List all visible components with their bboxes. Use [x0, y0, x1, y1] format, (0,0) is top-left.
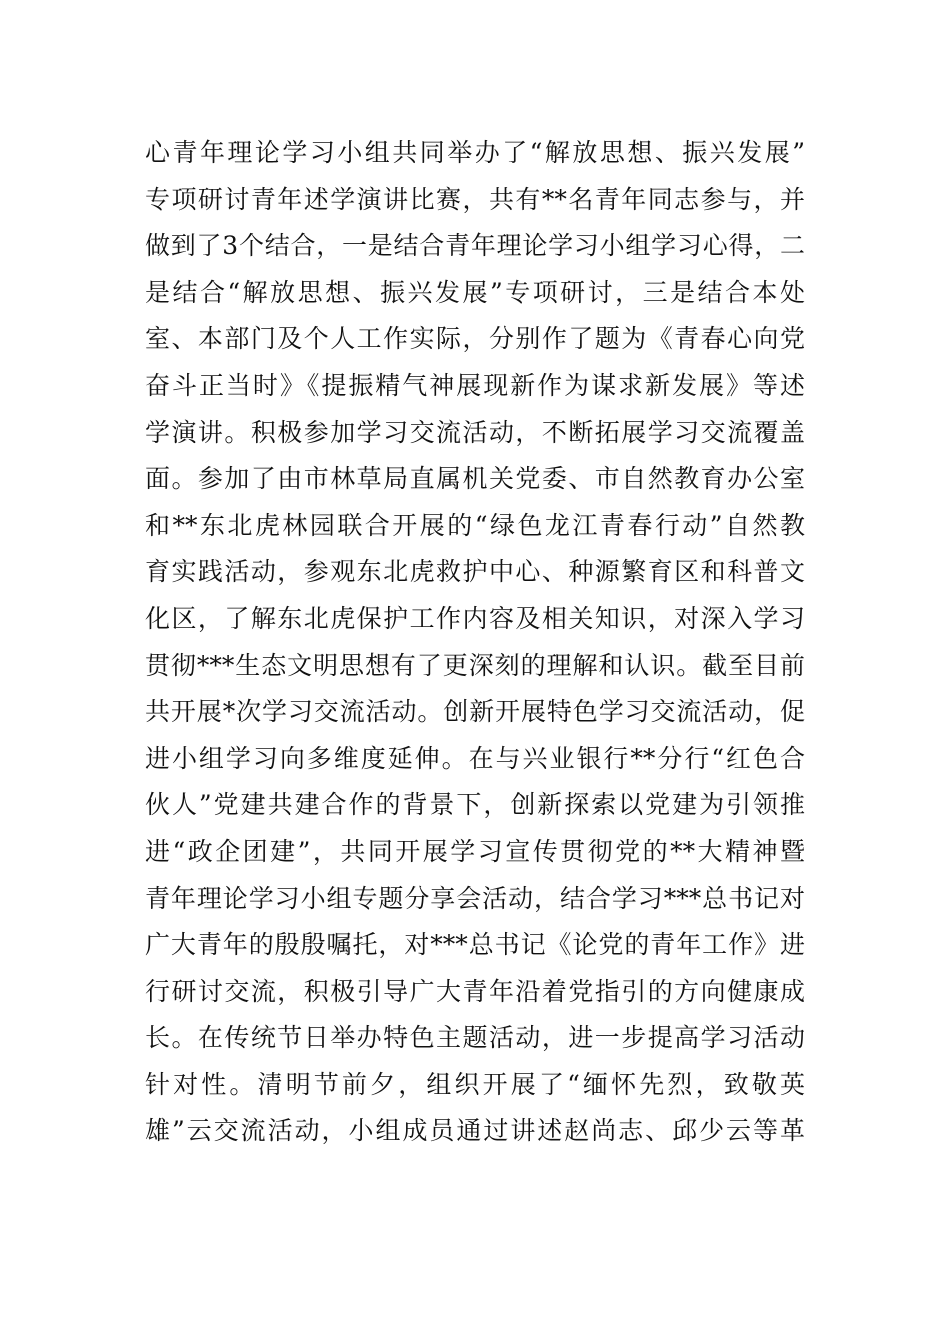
- text-line-14: 进小组学习向多维度延伸。在与兴业银行**分行“红色合: [145, 743, 805, 773]
- text-line-3: 做到了3个结合，一是结合青年理论学习小组学习心得，二: [145, 231, 805, 261]
- body-text: [145, 130, 805, 1155]
- text-line-18: 广大青年的殷殷嘱托，对***总书记《论党的青年工作》进: [145, 930, 805, 960]
- text-line-7: 学演讲。积极参加学习交流活动，不断拓展学习交流覆盖: [145, 417, 805, 447]
- text-line-22: 雄”云交流活动，小组成员通过讲述赵尚志、邱少云等革: [145, 1116, 805, 1146]
- text-line-5: 室、本部门及个人工作实际，分别作了题为《青春心向党: [145, 324, 805, 354]
- text-line-4: 是结合“解放思想、振兴发展”专项研讨，三是结合本处: [145, 277, 805, 307]
- text-line-11: 化区，了解东北虎保护工作内容及相关知识，对深入学习: [145, 603, 805, 633]
- text-line-1: 心青年理论学习小组共同举办了“解放思想、振兴发展”: [145, 138, 805, 167]
- text-line-12: 贯彻***生态文明思想有了更深刻的理解和认识。截至目前: [145, 650, 805, 680]
- text-line-13: 共开展*次学习交流活动。创新开展特色学习交流活动，促: [145, 697, 805, 727]
- text-line-9: 和**东北虎林园联合开展的“绿色龙江青春行动”自然教: [145, 510, 805, 540]
- text-line-8: 面。参加了由市林草局直属机关党委、市自然教育办公室: [145, 464, 805, 494]
- text-line-10: 育实践活动，参观东北虎救护中心、种源繁育区和科普文: [145, 557, 805, 587]
- text-line-2: 专项研讨青年述学演讲比赛，共有**名青年同志参与，并: [145, 184, 805, 214]
- text-line-21: 针对性。清明节前夕，组织开展了“缅怀先烈，致敬英: [145, 1069, 805, 1099]
- text-line-19: 行研讨交流，积极引导广大青年沿着党指引的方向健康成: [145, 976, 805, 1006]
- text-line-16: 进“政企团建”，共同开展学习宣传贯彻党的**大精神暨: [145, 836, 805, 866]
- text-line-20: 长。在传统节日举办特色主题活动，进一步提高学习活动: [145, 1023, 805, 1053]
- text-line-15: 伙人”党建共建合作的背景下，创新探索以党建为引领推: [145, 790, 805, 820]
- text-line-6: 奋斗正当时》《提振精气神展现新作为谋求新发展》等述: [145, 370, 805, 400]
- text-line-17: 青年理论学习小组专题分享会活动，结合学习***总书记对: [145, 883, 805, 913]
